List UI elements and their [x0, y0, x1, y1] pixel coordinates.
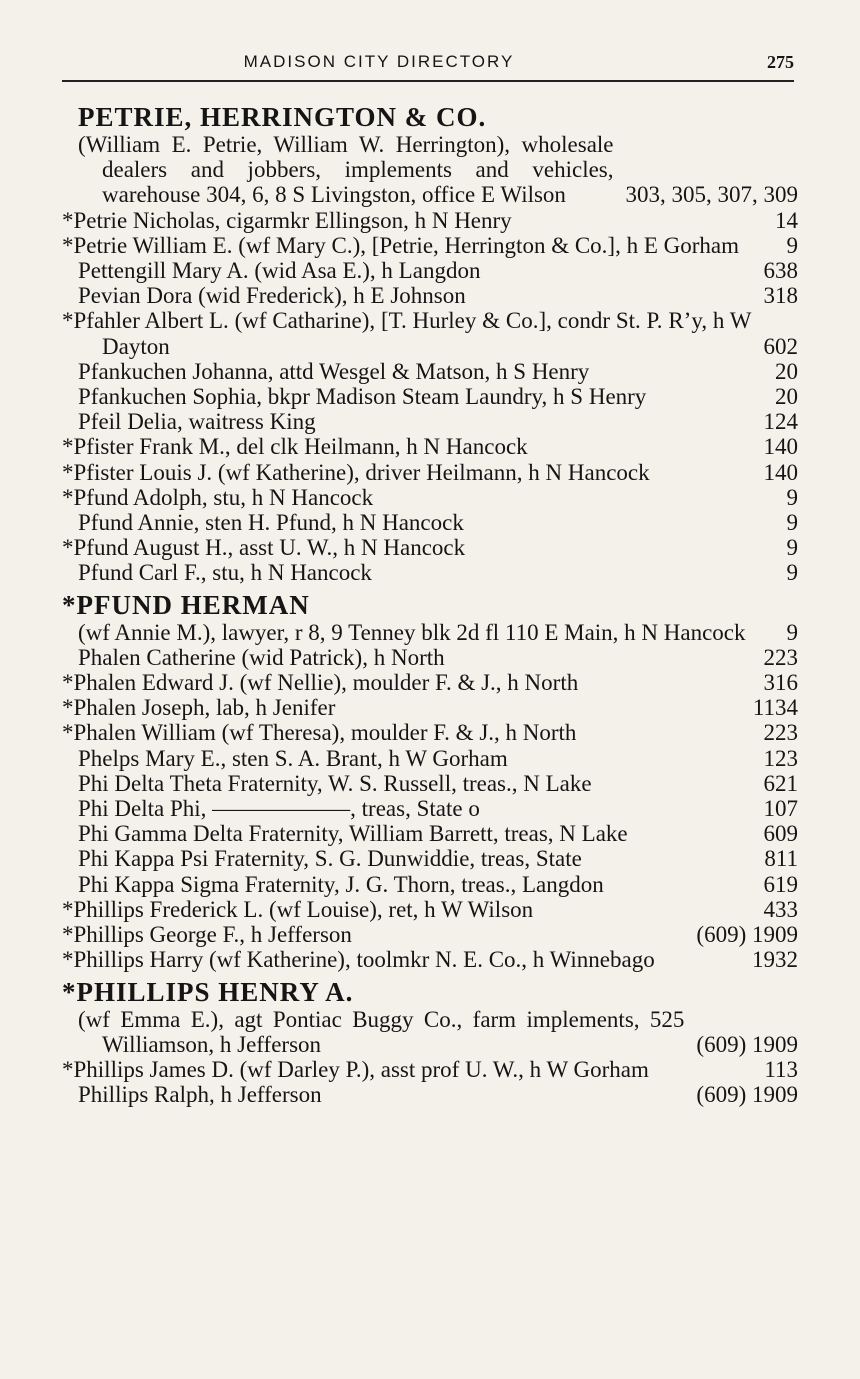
entry-number: 20 — [775, 358, 798, 384]
directory-entry — [62, 947, 798, 972]
entry-text: *Phalen William (wf Theresa), moulder F. & J., h North — [62, 720, 577, 746]
directory-entry — [62, 821, 798, 846]
entry-number: 621 — [763, 770, 798, 796]
entry-number: 14 — [775, 207, 798, 233]
directory-entry — [62, 1082, 798, 1107]
directory-entry — [62, 620, 798, 645]
entry-text: Pettengill Mary A. (wid Asa E.), h Langdon — [78, 258, 481, 284]
entry-number: 140 — [763, 434, 798, 460]
entry-text: *Pfahler Albert L. (wf Catharine), [T. Hurley & Co.], condr St. P. R’y, h W Dayton — [62, 308, 752, 359]
entry-number: 811 — [764, 846, 798, 872]
directory-entry — [62, 771, 798, 796]
directory-entry — [62, 560, 798, 585]
firm-heading: *PHILLIPS HENRY A. — [62, 976, 354, 1007]
page-number: 275 — [767, 52, 794, 72]
entry-text: Pevian Dora (wid Frederick), h E Johnson — [78, 283, 466, 309]
entry-number: 318 — [763, 283, 798, 309]
directory-entry — [62, 132, 798, 208]
entry-text: *Pfister Louis J. (wf Katherine), driver Heilmann, h N Hancock — [62, 459, 650, 485]
entry-number: (609) 1909 — [696, 922, 798, 948]
entry-number: 9 — [786, 535, 798, 561]
firm-heading: *PFUND HERMAN — [62, 589, 310, 620]
entry-number: 602 — [763, 333, 798, 359]
entry-number: 303, 305, 307, 309 — [625, 182, 798, 208]
entry-text: Pfeil Delia, waitress King — [78, 409, 316, 435]
entry-text: *Phillips George F., h Jefferson — [62, 922, 352, 948]
entry-text: *Pfund August H., asst U. W., h N Hancock — [62, 535, 466, 561]
entry-number: (609) 1909 — [696, 1082, 798, 1108]
entry-number: 609 — [763, 821, 798, 847]
directory-entry — [62, 510, 798, 535]
entry-text: Pfund Carl F., stu, h N Hancock — [78, 560, 372, 586]
entry-text: *Phillips Frederick L. (wf Louise), ret, h W Wilson — [62, 896, 534, 922]
directory-entry — [62, 1057, 798, 1082]
directory-entry — [62, 208, 798, 233]
entry-text: (William E. Petrie, William W. Herrington), wholesale dealers and jobbers, implements and vehicles, warehouse 304, 6, 8 S Livingston, office E Wilson — [78, 132, 614, 208]
entry-text: Phi Kappa Psi Fraternity, S. G. Dunwiddie, treas, State — [78, 846, 582, 872]
directory-entry — [62, 872, 798, 897]
directory-entry — [62, 283, 798, 308]
entry-number: 9 — [786, 510, 798, 536]
directory-entry — [62, 846, 798, 871]
entry-number: 20 — [775, 384, 798, 410]
entry-text: Phalen Catherine (wid Patrick), h North — [78, 644, 445, 670]
entry-text: Phillips Ralph, h Jefferson — [78, 1082, 322, 1108]
entry-text: Phi Gamma Delta Fraternity, William Barrett, treas, N Lake — [78, 821, 628, 847]
entry-number: 316 — [763, 670, 798, 696]
entry-text: *Phillips Harry (wf Katherine), toolmkr N. E. Co., h Winnebago — [62, 947, 655, 973]
directory-entry — [62, 258, 798, 283]
entry-number: 9 — [786, 484, 798, 510]
running-title: MADISON CITY DIRECTORY — [243, 52, 515, 71]
directory-entry — [62, 670, 798, 695]
page-header — [62, 50, 794, 82]
entry-number: 9 — [786, 560, 798, 586]
directory-entry — [62, 796, 798, 821]
entry-text: Phi Delta Theta Fraternity, W. S. Russell, treas., N Lake — [78, 770, 592, 796]
directory-entry — [62, 535, 798, 560]
entry-text: *Phalen Edward J. (wf Nellie), moulder F. & J., h North — [62, 670, 579, 696]
directory-entry — [62, 359, 798, 384]
entry-number: 123 — [763, 745, 798, 771]
directory-entry — [62, 897, 798, 922]
entry-number: 124 — [763, 409, 798, 435]
entry-number: 223 — [763, 644, 798, 670]
entry-number: 9 — [786, 619, 798, 645]
entry-text: *Phillips James D. (wf Darley P.), asst prof U. W., h W Gorham — [62, 1056, 649, 1082]
entry-text: *Phalen Joseph, lab, h Jenifer — [62, 695, 336, 721]
entry-text: Pfankuchen Sophia, bkpr Madison Steam Laundry, h S Henry — [78, 384, 647, 410]
entry-number: 140 — [763, 459, 798, 485]
entry-number: 619 — [763, 871, 798, 897]
directory-entry — [62, 308, 798, 358]
entry-text: Phi Kappa Sigma Fraternity, J. G. Thorn, treas., Langdon — [78, 871, 604, 897]
directory-entry — [62, 434, 798, 459]
entry-number: 433 — [763, 896, 798, 922]
entry-number: 107 — [763, 796, 798, 822]
entry-text: (wf Emma E.), agt Pontiac Buggy Co., farm implements, 525 Williamson, h Jefferson — [78, 1006, 685, 1057]
entry-text: *Pfister Frank M., del clk Heilmann, h N Hancock — [62, 434, 528, 460]
directory-entry — [62, 746, 798, 771]
directory-entry — [62, 485, 798, 510]
directory-entry — [62, 922, 798, 947]
entry-number: 223 — [763, 720, 798, 746]
directory-entry — [62, 720, 798, 745]
directory-entry — [62, 645, 798, 670]
entry-text: (wf Annie M.), lawyer, r 8, 9 Tenney blk 2d fl 110 E Main, h N Hancock — [78, 619, 746, 645]
directory-entry — [62, 1007, 798, 1057]
entry-text: *Petrie Nicholas, cigarmkr Ellingson, h N Henry — [62, 207, 512, 233]
entry-number: (609) 1909 — [696, 1031, 798, 1057]
entry-number: 1134 — [752, 695, 798, 721]
entry-text: Phi Delta Phi, ——————, treas, State o — [78, 796, 480, 822]
directory-entry — [62, 695, 798, 720]
directory-entry — [62, 409, 798, 434]
entry-number: 1932 — [752, 947, 798, 973]
entry-text: Pfund Annie, sten H. Pfund, h N Hancock — [78, 510, 464, 536]
firm-heading: PETRIE, HERRINGTON & CO. — [78, 102, 487, 132]
directory-entry — [62, 460, 798, 485]
entry-text: Pfankuchen Johanna, attd Wesgel & Matson, h S Henry — [78, 358, 590, 384]
entry-text: *Petrie William E. (wf Mary C.), [Petrie, Herrington & Co.], h E Gorham — [62, 232, 740, 258]
directory-listing — [62, 98, 798, 1107]
entry-number: 113 — [764, 1056, 798, 1082]
entry-number: 9 — [786, 232, 798, 258]
directory-entry — [62, 233, 798, 258]
entry-text: *Pfund Adolph, stu, h N Hancock — [62, 484, 374, 510]
entry-text: Phelps Mary E., sten S. A. Brant, h W Gorham — [78, 745, 508, 771]
directory-entry — [62, 384, 798, 409]
entry-number: 638 — [763, 258, 798, 284]
